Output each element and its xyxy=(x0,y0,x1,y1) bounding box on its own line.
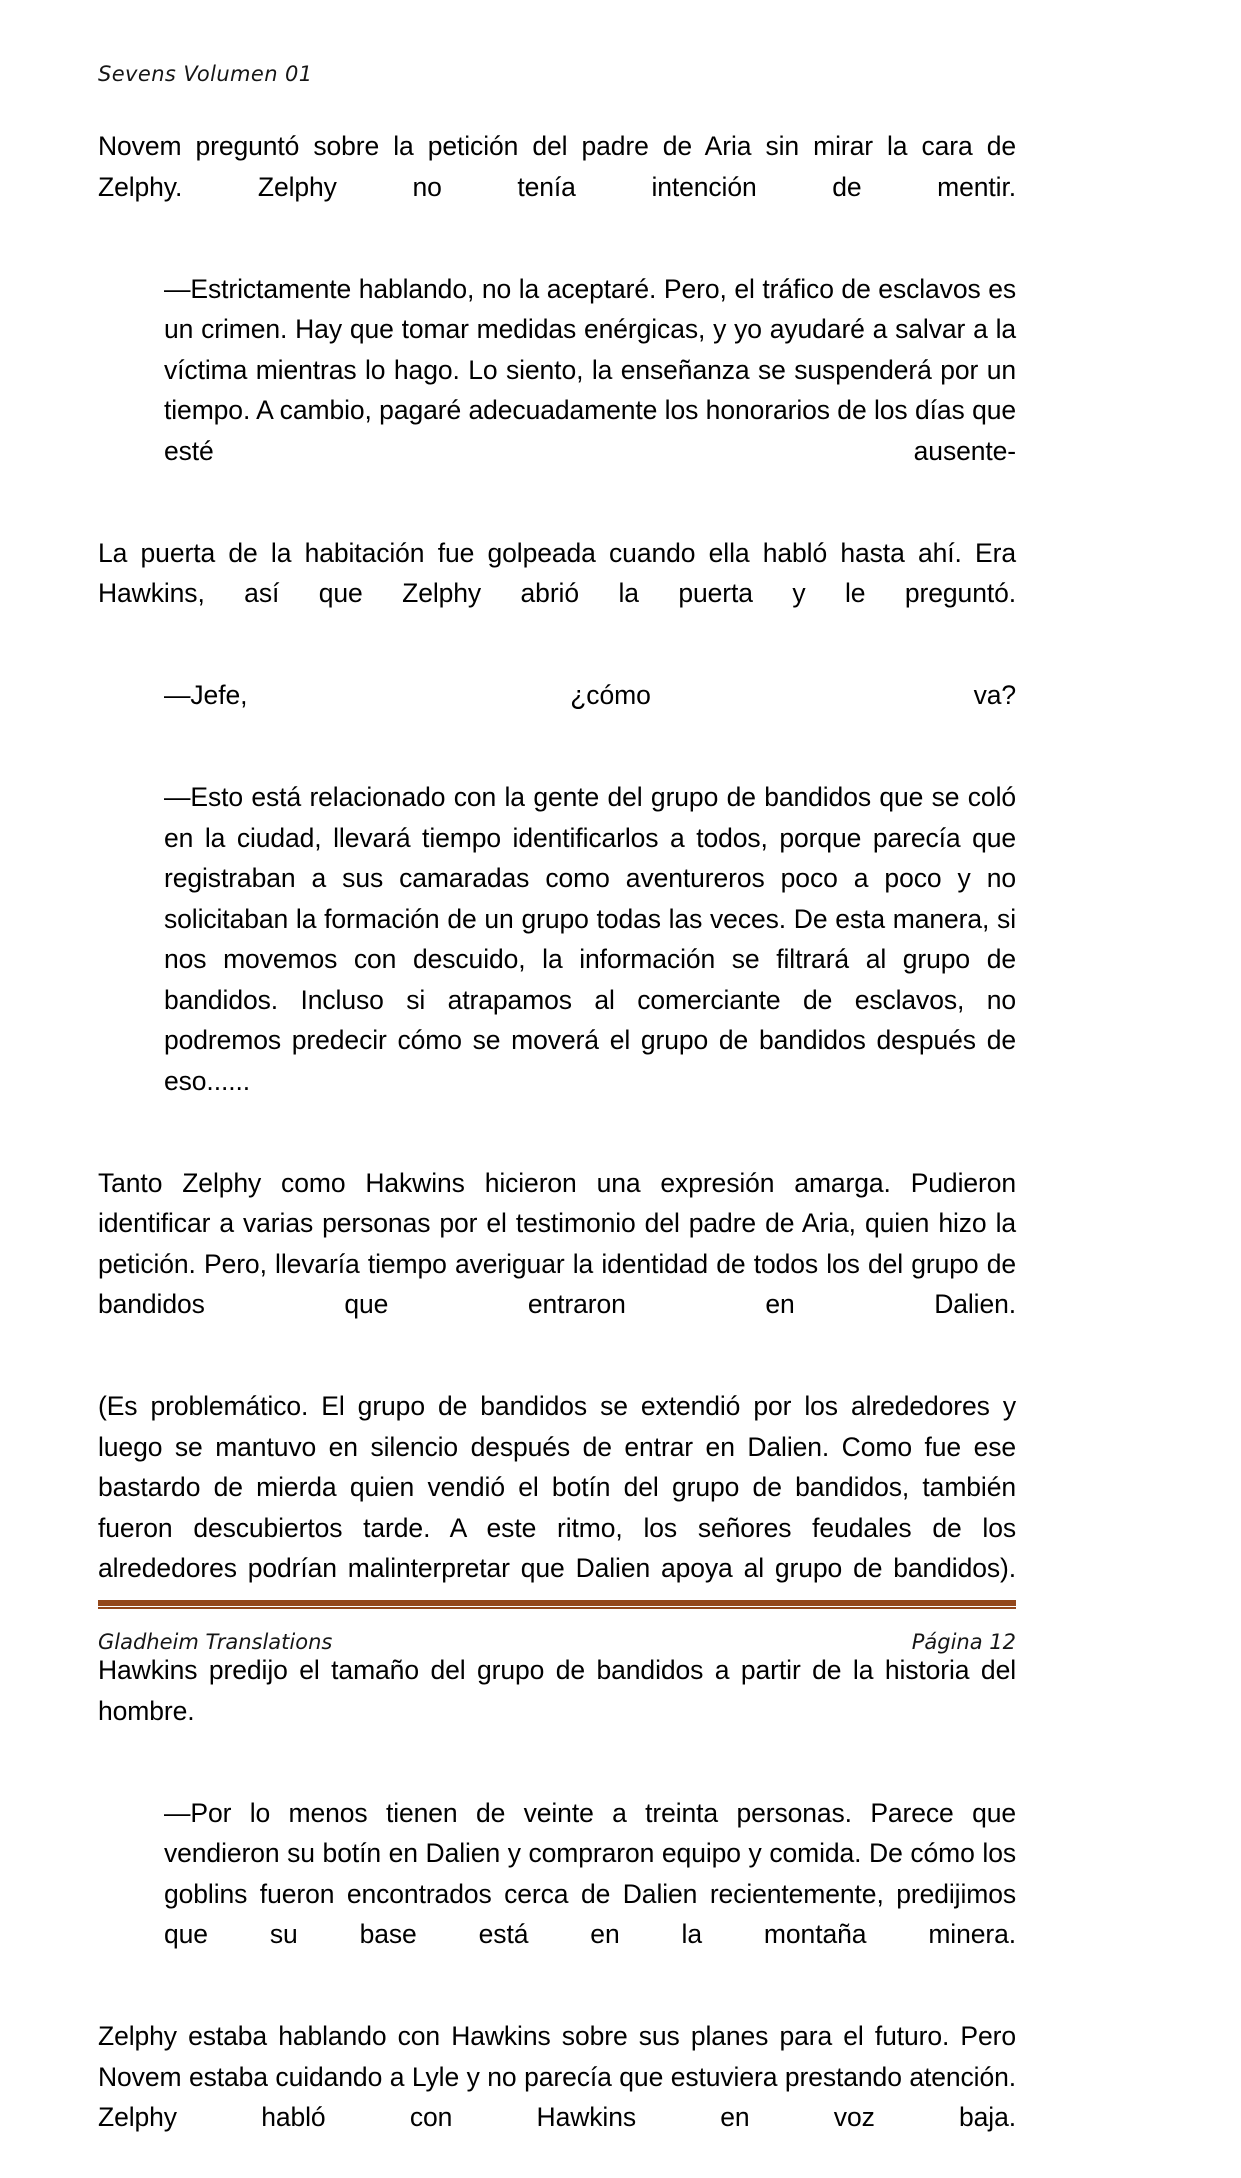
footer-divider-thick-bar xyxy=(98,1600,1016,1606)
body-paragraph: Tanto Zelphy como Hakwins hicieron una expresión amarga. Pudieron identificar a varias personas por el testimonio del padre de Aria, quien hizo la petición. Pero, llevaría tiempo averiguar la identidad de todos los del grupo de bandidos que entraron en Dalien. xyxy=(98,1167,1016,1319)
page-header xyxy=(98,62,1018,96)
footer-divider xyxy=(98,1600,1016,1609)
footer-page-number: Página 12 xyxy=(911,1630,1016,1654)
page-footer xyxy=(98,1630,1016,1654)
body-paragraph: Novem preguntó sobre la petición del padre de Aria sin mirar la cara de Zelphy. Zelphy no tenía intención de mentir. xyxy=(98,131,1016,202)
document-body xyxy=(98,126,1016,2178)
header-title: Sevens Volumen 01 xyxy=(98,62,313,86)
body-paragraph-dialogue: —Estrictamente hablando, no la aceptaré. Pero, el tráfico de esclavos es un crimen. Hay que tomar medidas enérgicas, y yo ayudaré a salvar a la víctima mientras lo hago. Lo siento, la enseñanza se suspenderá por un tiempo. A cambio, pagaré adecuadamente los honorarios de los días que esté ausente- xyxy=(164,273,1016,466)
footer-translator-credit: Gladheim Translations xyxy=(98,1630,333,1654)
body-paragraph-parenthetical: (Es problemático. El grupo de bandidos se extendió por los alrededores y luego se mantuvo en silencio después de entrar en Dalien. Como fue ese bastardo de mierda quien vendió el botín del grupo de bandidos, también fueron descubiertos tarde. A este ritmo, los señores feudales de los alrededores podrían malinterpretar que Dalien apoya al grupo de bandidos). xyxy=(98,1391,1016,1583)
body-paragraph: La puerta de la habitación fue golpeada cuando ella habló hasta ahí. Era Hawkins, así que Zelphy abrió la puerta y le preguntó. xyxy=(98,537,1016,608)
body-paragraph-dialogue: —Por lo menos tienen de veinte a treinta personas. Parece que vendieron su botín en Dalien y compraron equipo y comida. De cómo los goblins fueron encontrados cerca de Dalien recientemente, predijimos que su base está en la montaña minera. xyxy=(164,1797,1016,1949)
body-paragraph: Hawkins predijo el tamaño del grupo de bandidos a partir de la historia del hombre. xyxy=(98,1655,1016,1726)
footer-divider-thin-bar xyxy=(98,1607,1016,1609)
body-paragraph-dialogue: —Esto está relacionado con la gente del grupo de bandidos que se coló en la ciudad, llevará tiempo identificarlos a todos, porque parecía que registraban a sus camaradas como aventureros poco a poco y no solicitaban la formación de un grupo todas las veces. De esta manera, si nos movemos con descuido, la información se filtrará al grupo de bandidos. Incluso si atrapamos al comerciante de esclavos, no podremos predecir cómo se moverá el grupo de bandidos después de eso...... xyxy=(164,782,1016,1096)
body-paragraph: Zelphy estaba hablando con Hawkins sobre sus planes para el futuro. Pero Novem estaba cuidando a Lyle y no parecía que estuviera prestando atención. Zelphy habló con Hawkins en voz baja. xyxy=(98,2021,1016,2132)
body-paragraph-dialogue: —Jefe, ¿cómo va? xyxy=(164,680,1016,710)
